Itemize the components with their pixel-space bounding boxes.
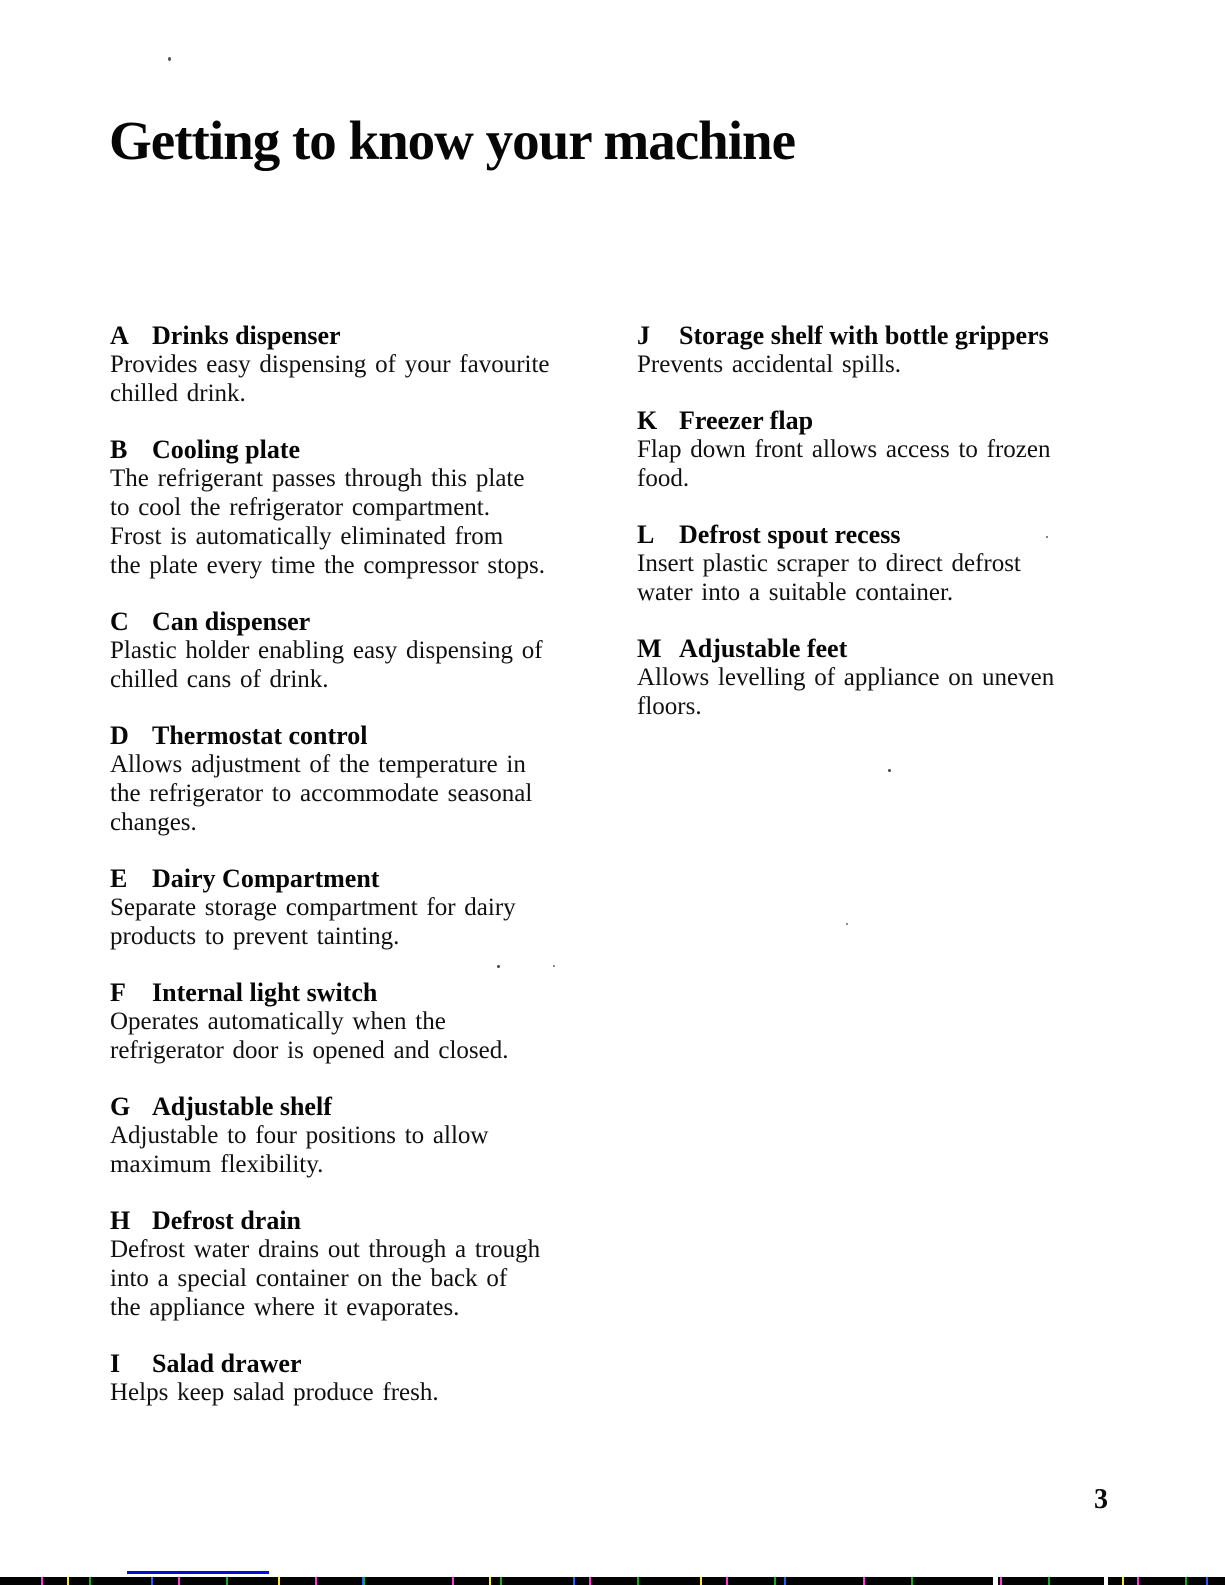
- feature-description: [110, 893, 600, 951]
- feature-item: [110, 978, 600, 1065]
- feature-description: [110, 350, 600, 408]
- description-line: products to prevent tainting.: [110, 923, 400, 950]
- feature-description: [637, 435, 1127, 493]
- feature-letter: I: [110, 1349, 121, 1378]
- feature-name: Defrost drain: [152, 1206, 302, 1235]
- feature-description: [110, 1121, 600, 1179]
- feature-heading: [110, 321, 600, 350]
- feature-item: [110, 721, 600, 837]
- scan-band-gap: [1104, 1577, 1108, 1585]
- feature-item: [110, 607, 600, 694]
- feature-name: Storage shelf with bottle grippers: [679, 321, 1049, 350]
- feature-letter: E: [110, 864, 128, 893]
- feature-heading: [637, 406, 1127, 435]
- feature-description: [637, 663, 1127, 721]
- description-line: Allows levelling of appliance on uneven: [637, 664, 1055, 691]
- feature-description: [110, 464, 600, 580]
- description-line: Provides easy dispensing of your favourite: [110, 351, 550, 378]
- feature-letter: K: [637, 406, 658, 435]
- feature-letter: B: [110, 435, 128, 464]
- scan-speck: [168, 57, 171, 61]
- feature-item: [637, 634, 1127, 721]
- feature-name: Freezer flap: [679, 406, 814, 435]
- feature-letter: L: [637, 520, 655, 549]
- feature-item: [110, 1349, 600, 1407]
- description-line: the refrigerator to accommodate seasonal: [110, 780, 533, 807]
- feature-description: [110, 1378, 600, 1407]
- description-line: Separate storage compartment for dairy: [110, 894, 516, 921]
- description-line: into a special container on the back of: [110, 1265, 508, 1292]
- feature-heading: [110, 1206, 600, 1235]
- feature-column-left: [110, 321, 600, 1434]
- description-line: water into a suitable container.: [637, 579, 954, 606]
- description-line: food.: [637, 465, 690, 492]
- feature-name: Thermostat control: [152, 721, 368, 750]
- scan-speck: [846, 923, 848, 925]
- description-line: changes.: [110, 809, 197, 836]
- feature-item: [110, 1206, 600, 1322]
- feature-letter: D: [110, 721, 129, 750]
- description-line: Defrost water drains out through a trough: [110, 1236, 541, 1263]
- feature-letter: F: [110, 978, 126, 1007]
- feature-item: [110, 864, 600, 951]
- description-line: Frost is automatically eliminated from: [110, 523, 504, 550]
- feature-letter: A: [110, 321, 129, 350]
- description-line: Allows adjustment of the temperature in: [110, 751, 526, 778]
- feature-item: [637, 520, 1127, 607]
- description-line: The refrigerant passes through this plate: [110, 465, 525, 492]
- description-line: Adjustable to four positions to allow: [110, 1122, 489, 1149]
- description-line: chilled cans of drink.: [110, 666, 329, 693]
- description-line: Insert plastic scraper to direct defrost: [637, 550, 1021, 577]
- feature-description: [110, 1007, 600, 1065]
- feature-heading: [110, 435, 600, 464]
- feature-letter: C: [110, 607, 129, 636]
- feature-item: [637, 321, 1127, 379]
- description-line: Flap down front allows access to frozen: [637, 436, 1051, 463]
- feature-description: [110, 750, 600, 837]
- description-line: Operates automatically when the: [110, 1008, 446, 1035]
- feature-description: [637, 549, 1127, 607]
- feature-description: [110, 1235, 600, 1322]
- feature-column-right: [637, 321, 1127, 748]
- feature-description: [110, 636, 600, 694]
- description-line: to cool the refrigerator compartment.: [110, 494, 490, 521]
- scan-artifact-band: [0, 1577, 1225, 1585]
- scan-band-gap: [993, 1577, 998, 1585]
- feature-name: Defrost spout recess: [679, 520, 901, 549]
- feature-letter: M: [637, 634, 662, 663]
- scan-blue-underline: [127, 1571, 269, 1574]
- description-line: floors.: [637, 693, 702, 720]
- feature-heading: [110, 721, 600, 750]
- feature-heading: [637, 634, 1127, 663]
- description-line: Plastic holder enabling easy dispensing of: [110, 637, 543, 664]
- feature-name: Can dispenser: [152, 607, 311, 636]
- description-line: Helps keep salad produce fresh.: [110, 1379, 439, 1406]
- page-title: Getting to know your machine: [109, 109, 796, 171]
- feature-letter: H: [110, 1206, 131, 1235]
- feature-name: Cooling plate: [152, 435, 301, 464]
- feature-heading: [110, 1092, 600, 1121]
- feature-heading: [110, 864, 600, 893]
- feature-name: Drinks dispenser: [152, 321, 341, 350]
- page-number: 3: [1094, 1484, 1108, 1515]
- feature-description: [637, 350, 1127, 379]
- description-line: refrigerator door is opened and closed.: [110, 1037, 509, 1064]
- description-line: Prevents accidental spills.: [637, 351, 901, 378]
- feature-name: Dairy Compartment: [152, 864, 380, 893]
- description-line: the appliance where it evaporates.: [110, 1294, 460, 1321]
- feature-letter: J: [637, 321, 650, 350]
- description-line: chilled drink.: [110, 380, 246, 407]
- feature-heading: [110, 607, 600, 636]
- scan-speck: [888, 769, 891, 772]
- feature-letter: G: [110, 1092, 131, 1121]
- feature-name: Adjustable shelf: [152, 1092, 332, 1121]
- feature-heading: [637, 520, 1127, 549]
- feature-name: Adjustable feet: [679, 634, 848, 663]
- feature-name: Salad drawer: [152, 1349, 302, 1378]
- feature-item: [110, 435, 600, 580]
- feature-heading: [637, 321, 1127, 350]
- description-line: maximum flexibility.: [110, 1151, 324, 1178]
- feature-heading: [110, 1349, 600, 1378]
- description-line: the plate every time the compressor stops.: [110, 552, 546, 579]
- feature-name: Internal light switch: [152, 978, 378, 1007]
- feature-heading: [110, 978, 600, 1007]
- feature-item: [637, 406, 1127, 493]
- feature-item: [110, 321, 600, 408]
- feature-item: [110, 1092, 600, 1179]
